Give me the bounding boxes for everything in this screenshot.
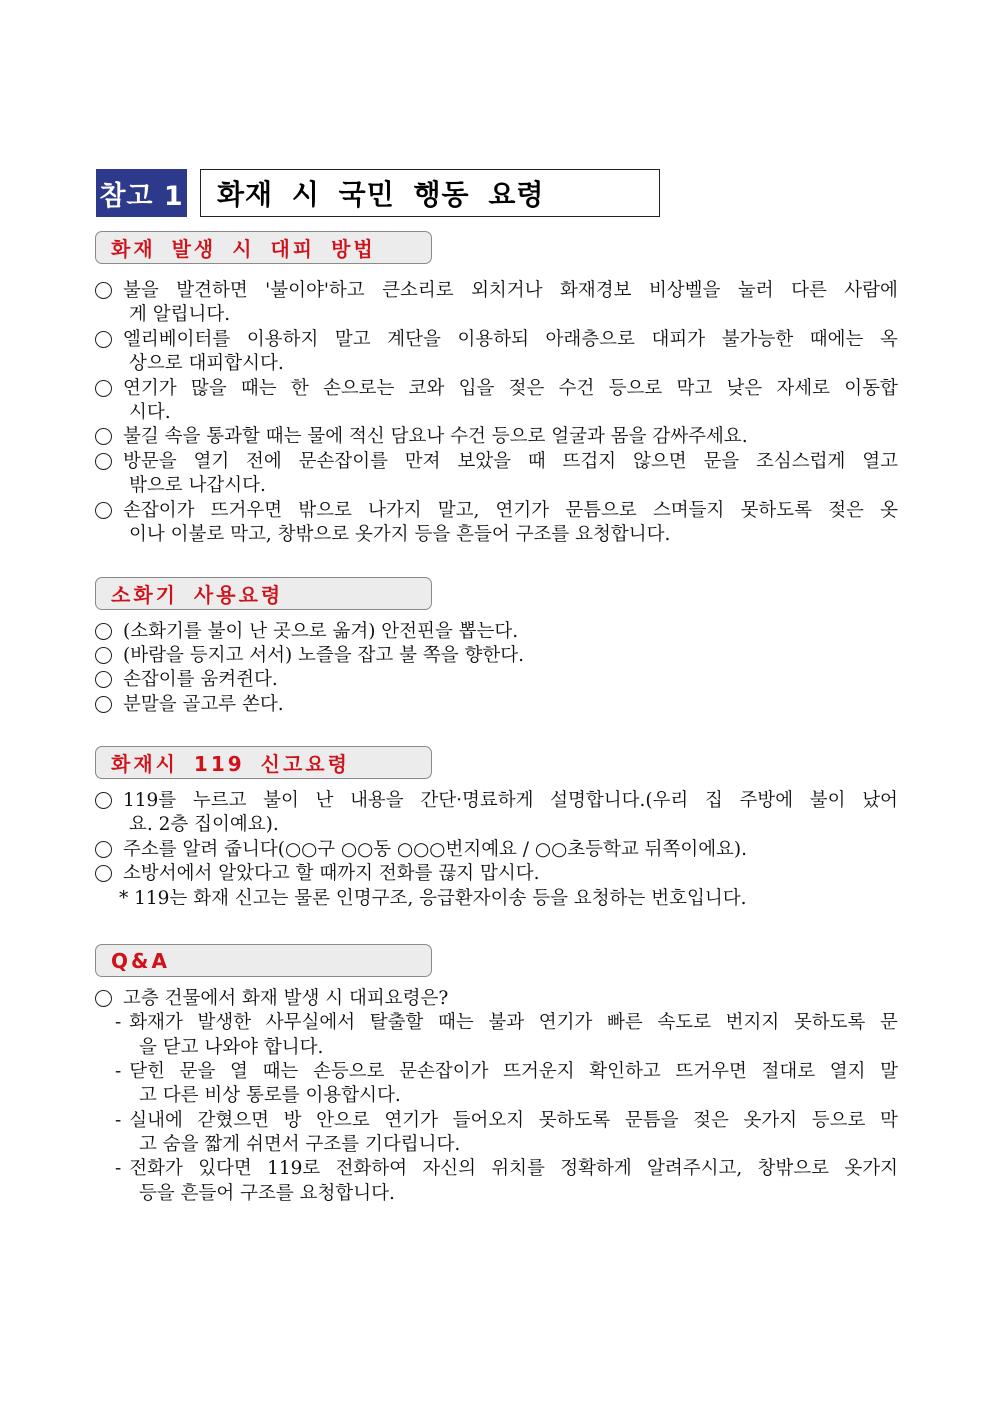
text-line (95, 450, 898, 474)
line-word: 간단·명료하게 (420, 790, 534, 811)
line-word: 번지지 (725, 1012, 780, 1033)
line-word: 갇혔으면 (197, 1110, 269, 1131)
reference-badge: 참고 1 (96, 169, 187, 217)
text-line (95, 425, 898, 449)
circle-bullet-icon (95, 792, 112, 809)
line-word: 전화하여 (335, 1158, 408, 1179)
line-word: 실내에 (129, 1110, 183, 1131)
line-word: 문을 (179, 1061, 216, 1082)
text-line (139, 1036, 898, 1060)
circle-bullet-icon (95, 282, 112, 299)
line-word: 말고 (334, 329, 371, 350)
text-line (115, 1109, 898, 1133)
line-word: 만져 (404, 451, 441, 472)
line-word: 열 (230, 1061, 248, 1082)
text-line (129, 523, 898, 547)
line-word: 절대로 (761, 1061, 816, 1082)
page-title: 화재 시 국민 행동 요령 (200, 169, 660, 217)
line-word: 불이 (809, 790, 846, 811)
dash-bullet: - (115, 1110, 122, 1131)
line-text: 주소를 알려 줍니다(○○구 ○○동 ○○○번지예요 / ○○초등학교 뒤쪽이에요). (123, 839, 748, 860)
line-word: 수건 (558, 378, 595, 399)
circle-bullet-icon (95, 990, 112, 1007)
text-line (129, 303, 898, 327)
line-word: 속도로 (657, 1012, 711, 1033)
text-line (119, 887, 898, 911)
text-line (129, 474, 898, 498)
line-word: 연기가 (384, 1110, 438, 1131)
line-word: 불과 (488, 1012, 525, 1033)
line-word: 확인하고 (589, 1061, 661, 1082)
line-word: 화재가 (129, 1012, 183, 1033)
circle-bullet-icon (95, 502, 112, 519)
line-word: 창밖으로 (757, 1158, 830, 1179)
circle-bullet-icon (95, 671, 112, 688)
circle-bullet-icon (95, 696, 112, 713)
line-word: 때 (527, 451, 546, 472)
text-line (129, 813, 898, 837)
line-word: 옥 (880, 329, 898, 350)
line-word: 문을 (703, 451, 740, 472)
text-line (95, 377, 898, 401)
line-word: 눌러 (737, 280, 774, 301)
line-word: 닫힌 (129, 1061, 166, 1082)
line-text: 게 알립니다. (129, 304, 231, 325)
circle-bullet-icon (95, 331, 112, 348)
line-word: 사람에 (844, 280, 898, 301)
title-row (96, 169, 660, 217)
line-text: 분말을 골고루 쏜다. (123, 694, 284, 715)
circle-bullet-icon (95, 428, 112, 445)
line-word: 뜨겁지 (562, 451, 617, 472)
circle-bullet-icon (95, 865, 112, 882)
text-line (139, 1084, 898, 1108)
line-word: 발생한 (197, 1012, 252, 1033)
line-text: 고 숨을 짧게 쉬면서 구조를 기다립니다. (139, 1134, 461, 1155)
text-line (129, 352, 898, 376)
line-word: 연기가 (495, 500, 550, 521)
line-word: 다른 (791, 280, 827, 301)
line-word: 정확하게 (560, 1158, 632, 1179)
line-word: 문틈으로 (565, 500, 637, 521)
line-text: 시다. (129, 402, 171, 423)
line-word: 입을 (458, 378, 495, 399)
line-word: 빠른 (607, 1012, 643, 1033)
line-word: 못하도록 (793, 1012, 866, 1033)
line-word: 때에는 (809, 329, 864, 350)
line-word: 아래층으로 (545, 329, 635, 350)
line-word: 연기가 (538, 1012, 593, 1033)
line-word: 않으면 (632, 451, 687, 472)
line-word: 열고 (862, 451, 898, 472)
line-word: 말고, (437, 500, 480, 521)
line-word: 젖은 (693, 1110, 729, 1131)
line-word: 많을 (190, 378, 227, 399)
line-word: 등으로 (608, 378, 663, 399)
line-word: 밖으로 (298, 500, 352, 521)
line-word: 계단을 (387, 329, 441, 350)
line-text: 을 닫고 나와야 합니다. (139, 1037, 324, 1058)
line-word: 집 (704, 790, 723, 811)
line-word: 비상벨을 (648, 280, 721, 301)
line-word: 뜨거우면 (210, 500, 283, 521)
circle-bullet-icon (95, 623, 112, 640)
line-word: 열기 (193, 451, 230, 472)
circle-bullet-icon (95, 380, 112, 397)
line-word: 주방에 (739, 790, 794, 811)
line-word: 119로 (267, 1158, 321, 1179)
text-line (115, 1060, 898, 1084)
line-word: 스며들지 (652, 500, 725, 521)
line-word: 알려주시고, (647, 1158, 743, 1179)
line-word: 막 (879, 1110, 898, 1131)
section-header-qna: Q&A (95, 944, 432, 977)
line-word: 내용을 (350, 790, 404, 811)
text-line (95, 668, 898, 692)
text-line (95, 838, 898, 862)
line-word: 조심스럽게 (756, 451, 846, 472)
line-word: 열지 (829, 1061, 866, 1082)
line-word: 문 (879, 1012, 898, 1033)
text-line (115, 1011, 898, 1035)
line-word: 뜨거우면 (675, 1061, 747, 1082)
dash-bullet: - (115, 1012, 122, 1033)
line-word: 119를 (123, 790, 177, 811)
circle-bullet-icon (95, 647, 112, 664)
note-text: * 119는 화재 신고는 물론 인명구조, 응급환자이송 등을 요청하는 번호입니다. (119, 888, 747, 909)
line-word: 설명합니다.(우리 (550, 790, 689, 811)
dash-bullet: - (115, 1061, 122, 1082)
line-word: 큰소리로 (382, 280, 454, 301)
line-word: 난 (315, 790, 334, 811)
dash-bullet: - (115, 1158, 122, 1179)
line-word: 전화가 (129, 1158, 183, 1179)
text-line (95, 862, 898, 886)
line-word: 이용하지 (246, 329, 319, 350)
line-word: 못하도록 (740, 500, 813, 521)
line-word: 있다면 (198, 1158, 252, 1179)
line-word: 뜨거운지 (503, 1061, 575, 1082)
line-word: 문틈을 (624, 1110, 679, 1131)
line-word: 손잡이가 (123, 500, 195, 521)
text-line (139, 1133, 898, 1157)
line-word: 이용하되 (457, 329, 529, 350)
section-header-evacuation: 화재 발생 시 대피 방법 (95, 231, 432, 264)
line-word: 때는 (262, 1061, 299, 1082)
line-word: 못하도록 (538, 1110, 611, 1131)
text-line (95, 328, 898, 352)
text-line (95, 620, 898, 644)
line-word: 때는 (438, 1012, 474, 1033)
line-word: 났어 (862, 790, 898, 811)
line-word: 젖은 (508, 378, 545, 399)
line-word: 불이 (263, 790, 299, 811)
text-line (95, 789, 898, 813)
line-word: 옷가지 (844, 1158, 898, 1179)
line-word: 외치거나 (471, 280, 543, 301)
line-text: 이나 이불로 막고, 창밖으로 옷가지 등을 흔들어 구조를 요청합니다. (129, 524, 671, 545)
line-word: 나가지 (368, 500, 422, 521)
line-text: 요. 2층 집이예요). (129, 814, 279, 835)
line-word: 등으로 (811, 1110, 866, 1131)
line-word: 연기가 (123, 378, 177, 399)
line-word: 문손잡이를 (298, 451, 388, 472)
line-word: 불을 (123, 280, 159, 301)
line-word: '불이야'하고 (265, 280, 365, 301)
line-word: 보았을 (457, 451, 511, 472)
line-word: 손으로는 (322, 378, 395, 399)
line-word: 누르고 (192, 790, 247, 811)
section-header-extinguisher: 소화기 사용요령 (95, 577, 432, 610)
line-text: 밖으로 나갑시다. (129, 475, 266, 496)
line-word: 사무실에서 (265, 1012, 356, 1033)
text-line (95, 693, 898, 717)
line-word: 대피가 (651, 329, 706, 350)
section-header-report-119: 화재시 119 신고요령 (95, 746, 432, 779)
text-line (139, 1182, 898, 1206)
line-word: 말 (880, 1061, 898, 1082)
line-word: 방 (283, 1110, 302, 1131)
line-word: 코와 (408, 378, 445, 399)
text-line (115, 1157, 898, 1181)
line-word: 옷 (880, 500, 898, 521)
line-word: 막고 (676, 378, 713, 399)
line-text: 상으로 대피합시다. (129, 353, 284, 374)
line-text: (소화기를 불이 난 곳으로 옮겨) 안전핀을 뽑는다. (123, 621, 519, 642)
line-text: 불길 속을 통과할 때는 물에 적신 담요나 수건 등으로 얼굴과 몸을 감싸주세요. (123, 426, 748, 447)
line-word: 들어오지 (452, 1110, 525, 1131)
line-text: 고 다른 비상 통로를 이용합시다. (139, 1085, 401, 1106)
line-word: 탈출할 (369, 1012, 424, 1033)
line-word: 엘리베이터를 (123, 329, 231, 350)
line-word: 한 (290, 378, 309, 399)
circle-bullet-icon (95, 841, 112, 858)
line-word: 자세로 (776, 378, 831, 399)
text-line (129, 401, 898, 425)
line-word: 전에 (246, 451, 282, 472)
text-line (95, 499, 898, 523)
line-word: 불가능한 (721, 329, 794, 350)
line-word: 이동합 (844, 378, 898, 399)
line-text: (바람을 등지고 서서) 노즐을 잡고 불 쪽을 향한다. (123, 645, 525, 666)
line-word: 낮은 (726, 378, 763, 399)
line-word: 문손잡이가 (399, 1061, 489, 1082)
line-word: 발견하면 (176, 280, 248, 301)
line-text: 손잡이를 움켜쥔다. (123, 669, 278, 690)
text-line (95, 987, 898, 1011)
circle-bullet-icon (95, 453, 112, 470)
text-line (95, 644, 898, 668)
text-line (95, 279, 898, 303)
line-word: 때는 (240, 378, 277, 399)
line-word: 옷가지 (743, 1110, 798, 1131)
line-text: 고층 건물에서 화재 발생 시 대피요령은? (123, 988, 449, 1009)
line-word: 방문을 (123, 451, 177, 472)
line-word: 위치를 (491, 1158, 545, 1179)
line-text: 소방서에서 알았다고 할 때까지 전화를 끊지 맙시다. (123, 863, 540, 884)
line-word: 자신의 (422, 1158, 476, 1179)
line-text: 등을 흔들어 구조를 요청합니다. (139, 1183, 395, 1204)
line-word: 손등으로 (312, 1061, 385, 1082)
line-word: 젖은 (828, 500, 864, 521)
line-word: 안으로 (316, 1110, 370, 1131)
line-word: 화재경보 (560, 280, 632, 301)
